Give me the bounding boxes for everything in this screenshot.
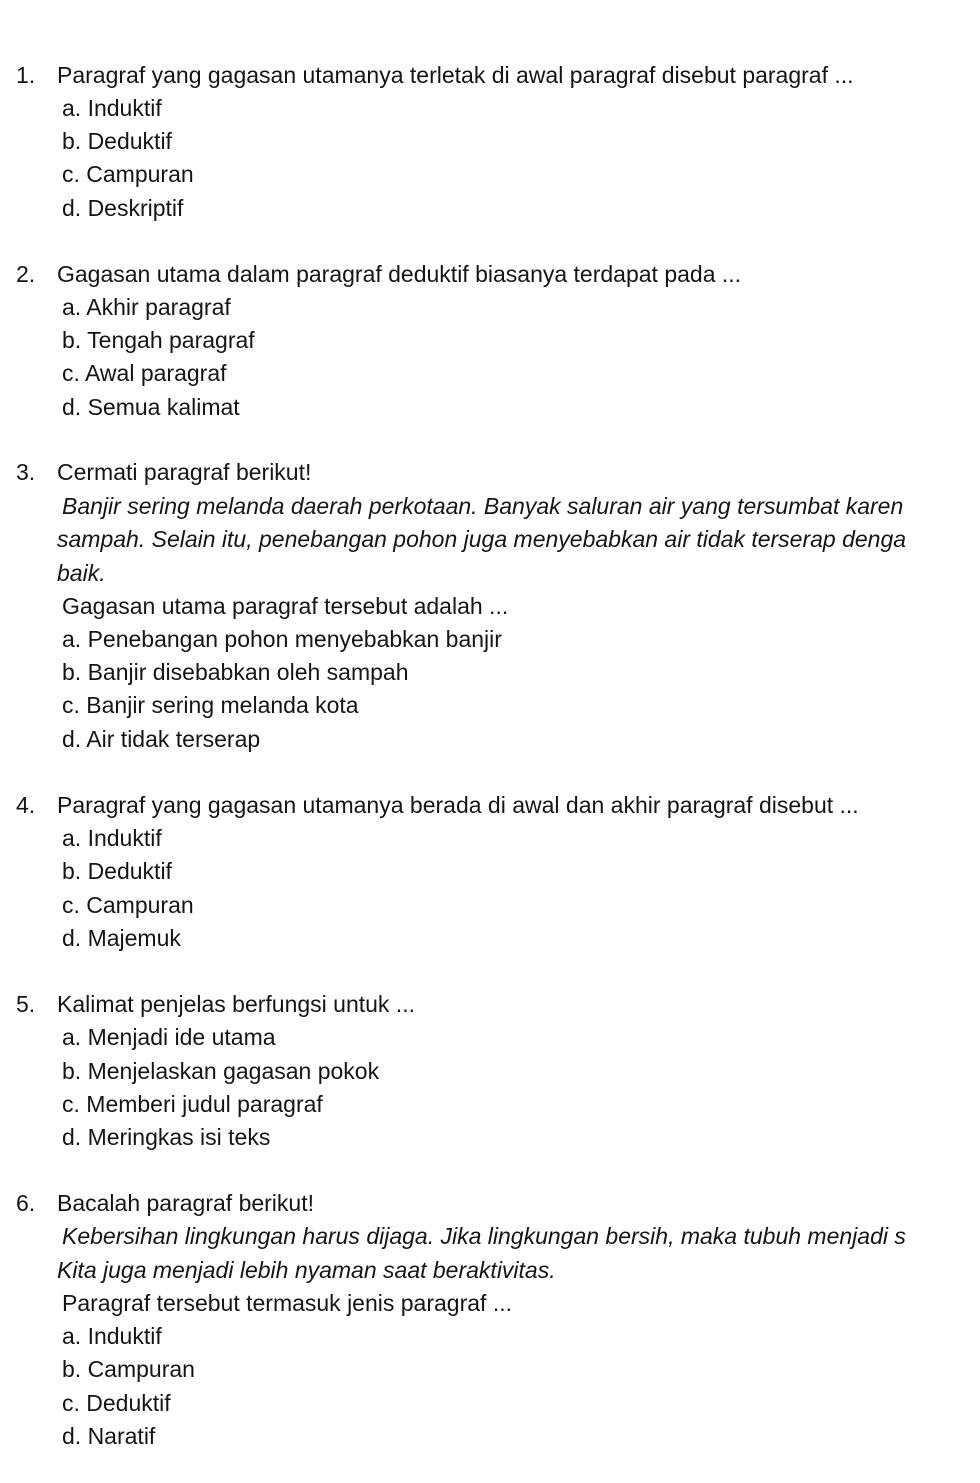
option-c: c. Campuran <box>62 161 194 187</box>
question-2-stem <box>16 260 741 288</box>
option-c: c. Banjir sering melanda kota <box>62 692 359 718</box>
question-4-stem <box>16 791 859 819</box>
option-d: d. Deskriptif <box>62 195 184 221</box>
passage-line: Banjir sering melanda daerah perkotaan. Banyak saluran air yang tersumbat karen <box>62 493 904 519</box>
question-prompt: Gagasan utama paragraf tersebut adalah ... <box>62 593 509 619</box>
question-5-stem <box>16 990 415 1018</box>
question-number: 2. <box>16 261 36 287</box>
option-c: c. Campuran <box>62 892 194 918</box>
question-text: Gagasan utama dalam paragraf deduktif biasanya terdapat pada ... <box>57 261 742 287</box>
question-number: 3. <box>16 459 36 485</box>
option-b: b. Deduktif <box>62 128 172 154</box>
question-number: 4. <box>16 792 36 818</box>
question-text: Cermati paragraf berikut! <box>57 459 312 485</box>
option-c: c. Awal paragraf <box>62 360 227 386</box>
option-b: b. Banjir disebabkan oleh sampah <box>62 659 409 685</box>
question-text: Bacalah paragraf berikut! <box>57 1190 314 1216</box>
question-number: 5. <box>16 991 36 1017</box>
question-3-stem <box>16 458 311 486</box>
question-1-stem <box>16 61 854 89</box>
option-d: d. Semua kalimat <box>62 394 240 420</box>
option-b: b. Campuran <box>62 1356 195 1382</box>
option-c: c. Memberi judul paragraf <box>62 1091 323 1117</box>
passage-line: baik. <box>57 560 106 586</box>
option-b: b. Deduktif <box>62 858 172 884</box>
option-c: c. Deduktif <box>62 1390 171 1416</box>
option-b: b. Tengah paragraf <box>62 327 255 353</box>
option-d: d. Air tidak terserap <box>62 726 261 752</box>
option-d: d. Majemuk <box>62 925 181 951</box>
option-a: a. Induktif <box>62 95 162 121</box>
question-text: Kalimat penjelas berfungsi untuk ... <box>57 991 415 1017</box>
passage-line: Kebersihan lingkungan harus dijaga. Jika lingkungan bersih, maka tubuh menjadi s <box>62 1223 906 1249</box>
question-number: 1. <box>16 62 36 88</box>
option-b: b. Menjelaskan gagasan pokok <box>62 1058 380 1084</box>
option-a: a. Induktif <box>62 825 162 851</box>
question-text: Paragraf yang gagasan utamanya berada di awal dan akhir paragraf disebut ... <box>57 792 859 818</box>
question-6-stem <box>16 1189 314 1217</box>
option-a: a. Menjadi ide utama <box>62 1024 276 1050</box>
question-number: 6. <box>16 1190 36 1216</box>
option-d: d. Meringkas isi teks <box>62 1124 271 1150</box>
question-prompt: Paragraf tersebut termasuk jenis paragraf ... <box>62 1290 512 1316</box>
question-text: Paragraf yang gagasan utamanya terletak di awal paragraf disebut paragraf ... <box>57 62 854 88</box>
passage-line: Kita juga menjadi lebih nyaman saat beraktivitas. <box>57 1257 556 1283</box>
option-d: d. Naratif <box>62 1423 156 1449</box>
option-a: a. Akhir paragraf <box>62 294 231 320</box>
passage-line: sampah. Selain itu, penebangan pohon juga menyebabkan air tidak terserap denga <box>57 526 907 552</box>
option-a: a. Induktif <box>62 1323 162 1349</box>
option-a: a. Penebangan pohon menyebabkan banjir <box>62 626 502 652</box>
